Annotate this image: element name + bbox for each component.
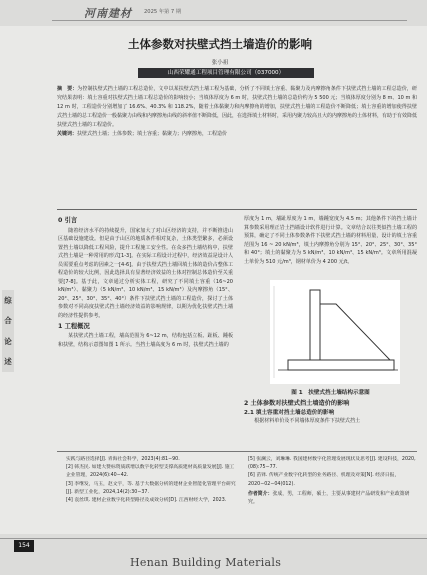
base-slab	[288, 360, 394, 370]
figure-caption: 图 1 扶壁式挡土墙结构示意图	[291, 390, 370, 396]
journal-name-english: Henan Building Materials	[130, 556, 282, 569]
reference-item: 实践与路径选择[J]. 青海社会科学，2023(4):81−90.	[66, 457, 180, 462]
issue-label: 2025 年第 7 期	[144, 9, 182, 15]
left-column	[58, 215, 233, 349]
section-heading-intro: 0 引言	[58, 217, 78, 224]
reference-item: [4] 袁丝琪. 建材企业数字化转型路径及成效分析[D]. 江西财经大学，2023.	[66, 498, 227, 504]
density-paragraph: 根据材料单价及不同墙体厚度条件下扶壁式挡土	[254, 418, 361, 425]
wall-stem	[310, 290, 320, 362]
author-affiliation: 山西荣耀通工程项目管理有限公司（037000）	[138, 68, 314, 78]
side-char: 合	[4, 316, 12, 326]
side-char: 综	[4, 295, 12, 305]
section-heading-soil: 2 土体参数对扶壁式挡土墙造价的影响	[244, 400, 350, 407]
references-separator	[57, 451, 417, 452]
journal-name: 河南建材	[84, 7, 132, 20]
article-title: 土体参数对扶壁式挡土墙造价的影响	[128, 37, 312, 51]
bio-label: 作者简介：	[248, 491, 273, 497]
keywords-text: 扶壁式挡土墙；土体参数；填土容重；黏聚力；内摩擦角，工程造价	[77, 130, 228, 137]
side-char: 述	[4, 357, 12, 367]
abstract-text: 为控制扶壁式挡土墙的工程总造价，文中以某扶壁式挡土墙工程为基础，分析了不同填土容重、黏聚力及内摩擦角条件下扶壁式挡土墙的工程总造价，研究结果表明：填土容重对扶壁式挡土墙工程总造价的影响较小；当填体厚度为 6 m 时，扶壁式挡土墙的总造价约为 5 500 元；当填体厚度分别为 8 m、10 m 和 12 m 时，工程造价分别增加了 16.6%、40.3% 和 118.2%，随着土体黏聚力和内摩擦角的增加，扶壁式挡土墙的工程造价不断降低；填土容重的增加使得扶壁式挡土墙的总工程造价一般黏聚力由线和内摩擦角由线的斜率值不断降低，因此，在选择填土材料时，采用内聚力较高且大的内摩擦角的土体材料，有助于有效降低扶壁式挡土墙的工程造价。	[57, 86, 418, 128]
references-left	[66, 456, 236, 505]
keywords	[57, 130, 417, 139]
keywords-label: 关键词：	[57, 130, 78, 137]
side-char: 论	[4, 336, 12, 346]
abstract-label: 摘 要：	[57, 86, 78, 92]
abstract-block	[57, 85, 417, 138]
reference-item: [6] 苗铎. 传统产业数字化转型的业务路径、机理及对策[N]. 经济日报，2020−02−04(012).	[248, 473, 400, 487]
bio-text: 张成，男，工程师，硕士，主要从事建材产品研发和产业政策研究。	[248, 491, 410, 506]
retaining-wall-figure	[270, 280, 400, 384]
section-heading-project: 1 工程概况	[58, 322, 90, 330]
article-author: 张小祖	[211, 60, 229, 66]
reference-item: [3] 李继发，马玉，赵文宇，等. 基于大数据分析的建材企业智能化管理平台研究[J]. 新型工业化，2024,14(2):30−37.	[66, 481, 236, 495]
header-rule	[52, 20, 407, 21]
abstract	[57, 85, 417, 130]
right-column	[244, 215, 417, 266]
author-bio	[248, 490, 418, 507]
right-column-lower	[244, 400, 417, 426]
subsection-heading-density: 2.1 填土容重对挡土墙总造价的影响	[244, 409, 335, 416]
footer-rule	[0, 538, 427, 539]
right-paragraph: 厚度为 1 m，墙趾厚度为 1 m，墙踵宽度为 4.5 m；其他条件下的挡土墙计算参数采用理正岩土挡墙设计软件进行计算。文章结合以往类似挡土墙工程的预算，确定了不同土体参数条件下扶壁式挡土墙的材料用量，设计的填土容重范围为 16 ~ 20 kN/m³，填土内摩擦角分别为 15°、20°、25°、30°、35° 和 40°；填土的黏聚力为 5 kN/m³、10 kN/m³、15 kN/m³。文章所用混凝土单价为 510 元/m³，钢材单价为 4 200 元/t。	[244, 216, 417, 265]
section-side-label	[2, 290, 14, 372]
references-right	[248, 456, 418, 489]
intro-paragraph: 随着经济水平的持续提升，国家加大了对山区经济的支持，并不断推进山区基础设施建设。但是由于山区的地质条件相对复杂，土体类型繁多，必须设置挡土墙以降低工程风险，提升工程施工安全性。在众多挡土墙结构中，扶壁式挡土墙是一种常用的形式[1-3]。在实际工程设计过程中，经济效益是设计人员需要重点考虑的因素之一[4-6]。由于扶壁式挡土墙回填土体的造价占整体工程造价的较大比例，因此选择具有显著经济效益的土体对控制总体造价至关重要[7-8]。基于此，文章通过分析实体工程，研究了不同填土容重（16~20 kN/m³）、黏聚力（5 kN/m³、10 kN/m³、15 kN/m³）及内摩擦角（15°、20°、25°、30°、35°、40°）条件下扶壁式挡土墙的工程造价，探讨了土体参数对不同高度扶壁式挡土墙经济效益的影响规律，以期为优化扶壁式挡土墙的经济性提供参考。	[58, 227, 233, 320]
page-number: 154	[14, 540, 34, 552]
header-bar	[0, 0, 427, 26]
abstract-separator	[57, 209, 417, 210]
reference-item: [2] 韩杰民. 如建大赞标资质跃增以数字化转型支撑高质建材高质量发展[J]. 施工企业管理，2024(6):40−42.	[66, 465, 235, 479]
reference-item: [5] 张澜云，刘琳琳. 我国建材数字化管理发展现状及思考[J]. 建设科技，2020,(08):75−77.	[248, 457, 416, 471]
project-paragraph: 某扶壁式挡土墙工程，墙高范围为 6~12 m，结构包括立板、趾板、踵板和扶壁，结构示意图如图 1 所示。当挡土墙高度为 6 m 时，扶壁式挡土墙的	[58, 333, 233, 348]
